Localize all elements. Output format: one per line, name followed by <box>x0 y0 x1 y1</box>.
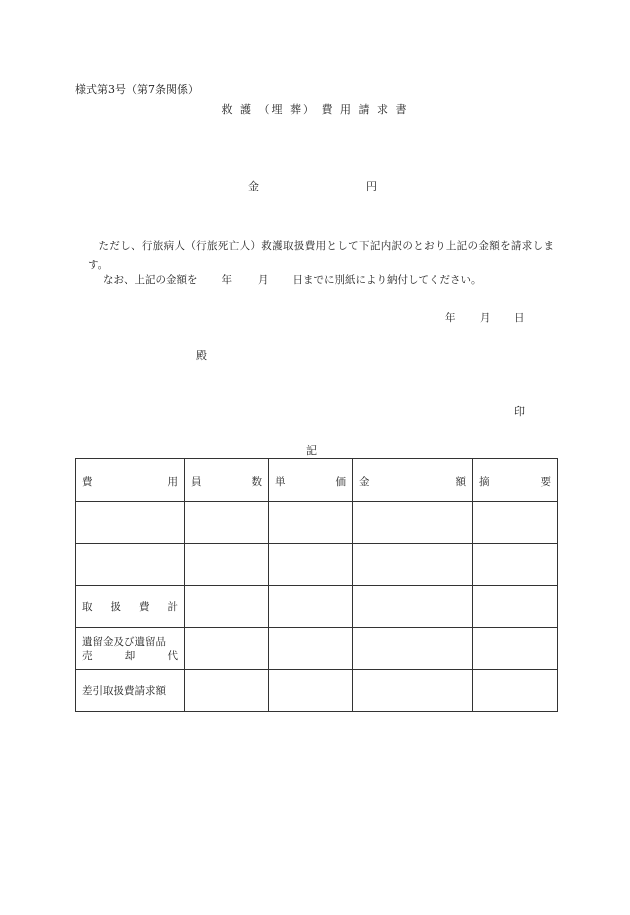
seal-mark: 印 <box>514 405 525 418</box>
document-title: 救 護 （埋 葬） 費 用 請 求 書 <box>221 103 409 116</box>
amount-prefix: 金 <box>248 180 259 193</box>
table-cell[interactable] <box>473 628 558 670</box>
breakdown-table <box>75 458 558 712</box>
table-cell[interactable] <box>353 544 473 586</box>
table-cell[interactable] <box>353 586 473 628</box>
table-cell[interactable] <box>76 502 185 544</box>
table-cell[interactable] <box>76 544 185 586</box>
date-day: 日 <box>514 312 525 324</box>
table-cell[interactable] <box>269 628 353 670</box>
amount-suffix: 円 <box>366 180 377 193</box>
table-cell[interactable] <box>473 586 558 628</box>
table-row-net-claim <box>76 670 558 712</box>
payment-lead: なお、上記の金額を <box>103 274 198 286</box>
table-cell[interactable] <box>185 502 269 544</box>
payment-paragraph <box>103 275 482 286</box>
ki-heading: 記 <box>306 444 317 457</box>
date-year: 年 <box>445 312 456 324</box>
table-cell[interactable] <box>269 502 353 544</box>
addressee-suffix: 殿 <box>196 349 207 362</box>
table-header-row <box>76 459 558 502</box>
table-cell[interactable] <box>473 670 558 712</box>
header-unit-price: 単 価 <box>269 459 353 502</box>
row-label-net-claim: 差引取扱費請求額 <box>76 670 185 712</box>
table-cell[interactable] <box>185 670 269 712</box>
table-cell[interactable] <box>185 544 269 586</box>
date-month: 月 <box>480 312 491 324</box>
table-row <box>76 544 558 586</box>
table-cell[interactable] <box>473 502 558 544</box>
table-cell[interactable] <box>353 502 473 544</box>
table-cell[interactable] <box>269 586 353 628</box>
header-cost: 費 用 <box>76 459 185 502</box>
row-label-handling-total: 取 扱 費 計 <box>76 586 185 628</box>
table-row <box>76 502 558 544</box>
payment-tail: 日までに別紙により納付してください。 <box>292 274 482 286</box>
payment-month: 月 <box>258 274 269 286</box>
table-row-handling-total <box>76 586 558 628</box>
payment-year: 年 <box>221 274 232 286</box>
table-cell[interactable] <box>185 586 269 628</box>
row-label-left-property: 遺留金及び遺留品 売 却 代 <box>76 628 185 670</box>
table-row-left-property <box>76 628 558 670</box>
header-amount: 金 額 <box>353 459 473 502</box>
table-cell[interactable] <box>269 670 353 712</box>
table-cell[interactable] <box>269 544 353 586</box>
header-remarks: 摘 要 <box>473 459 558 502</box>
table-cell[interactable] <box>185 628 269 670</box>
table-cell[interactable] <box>353 670 473 712</box>
table-cell[interactable] <box>473 544 558 586</box>
header-count: 員 数 <box>185 459 269 502</box>
table-cell[interactable] <box>353 628 473 670</box>
form-number: 様式第3号（第7条関係） <box>75 83 199 96</box>
request-paragraph: ただし、行旅病人（行旅死亡人）救護取扱費用として下記内訳のとおり上記の金額を請求します。 <box>88 240 554 271</box>
